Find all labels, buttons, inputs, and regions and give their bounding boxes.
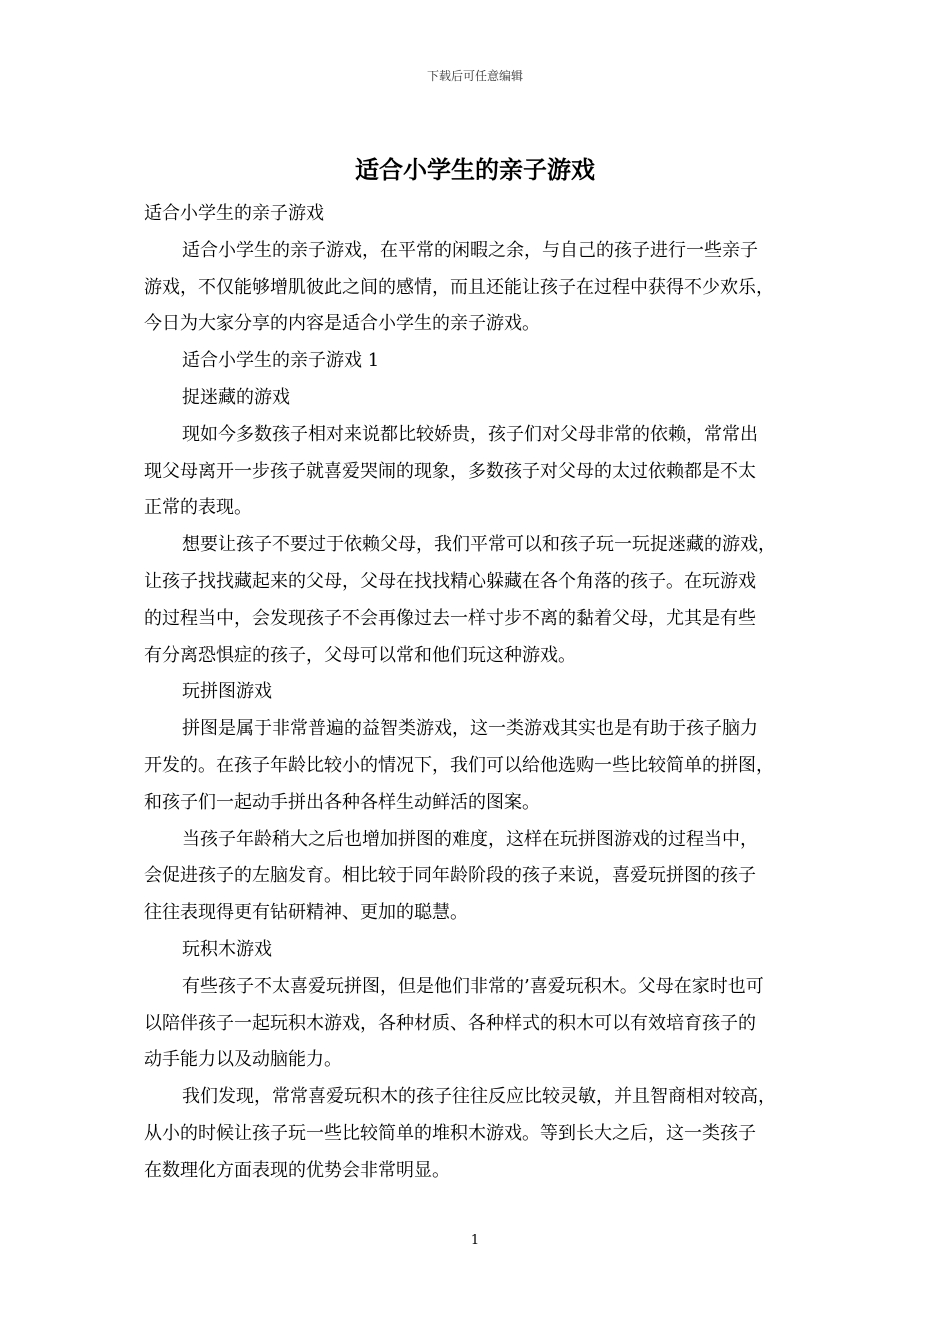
text-line: 有分离恐惧症的孩子，父母可以常和他们玩这种游戏。	[144, 644, 576, 666]
text-line: 现父母离开一步孩子就喜爱哭闹的现象，多数孩子对父母的太过依赖都是不太	[144, 460, 756, 482]
text-line: 有些孩子不太喜爱玩拼图，但是他们非常的’喜爱玩积木。父母在家时也可	[182, 975, 764, 997]
text-line: 捉迷藏的游戏	[182, 386, 290, 408]
page-number: 1	[470, 1233, 480, 1248]
text-line: 今日为大家分享的内容是适合小学生的亲子游戏。	[144, 313, 540, 335]
text-line: 游戏，不仅能够增肌彼此之间的感情，而且还能让孩子在过程中获得不少欢乐，	[144, 276, 774, 298]
text-line: 动手能力以及动脑能力。	[144, 1049, 342, 1071]
text-line: 我们发现，常常喜爱玩积木的孩子往往反应比较灵敏，并且智商相对较高，	[182, 1086, 776, 1108]
text-line: 和孩子们一起动手拼出各种各样生动鲜活的图案。	[144, 791, 540, 813]
text-line: 适合小学生的亲子游戏，在平常的闲暇之余，与自己的孩子进行一些亲子	[182, 239, 758, 261]
text-line: 从小的时候让孩子玩一些比较简单的堆积木游戏。等到长大之后，这一类孩子	[144, 1122, 756, 1144]
text-line: 玩积木游戏	[182, 938, 272, 960]
text-line: 现如今多数孩子相对来说都比较娇贵，孩子们对父母非常的依赖，常常出	[182, 423, 758, 445]
text-line: 正常的表现。	[144, 497, 252, 519]
text-line: 当孩子年龄稍大之后也增加拼图的难度，这样在玩拼图游戏的过程当中，	[182, 828, 758, 850]
text-line: 往往表现得更有钻研精神、更加的聪慧。	[144, 902, 468, 924]
text-line: 适合小学生的亲子游戏 1	[182, 350, 380, 372]
text-line: 会促进孩子的左脑发育。相比较于同年龄阶段的孩子来说，喜爱玩拼图的孩子	[144, 865, 756, 887]
text-line: 让孩子找找藏起来的父母，父母在找找精心躲藏在各个角落的孩子。在玩游戏	[144, 570, 756, 592]
text-line: 想要让孩子不要过于依赖父母，我们平常可以和孩子玩一玩捉迷藏的游戏，	[182, 534, 776, 556]
text-line: 玩拼图游戏	[182, 681, 272, 703]
text-line: 在数理化方面表现的优势会非常明显。	[144, 1159, 450, 1181]
header-note: 下载后可任意编辑	[426, 69, 523, 83]
text-line: 开发的。在孩子年龄比较小的情况下，我们可以给他选购一些比较简单的拼图，	[144, 754, 774, 776]
text-line: 拼图是属于非常普遍的益智类游戏，这一类游戏其实也是有助于孩子脑力	[182, 718, 758, 740]
document-body	[144, 196, 812, 1190]
text-line: 适合小学生的亲子游戏	[144, 203, 324, 224]
text-line: 以陪伴孩子一起玩积木游戏，各种材质、各种样式的积木可以有效培育孩子的	[144, 1012, 756, 1034]
document-title: 适合小学生的亲子游戏	[355, 155, 595, 184]
text-line: 的过程当中，会发现孩子不会再像过去一样寸步不离的黏着父母，尤其是有些	[144, 607, 756, 629]
